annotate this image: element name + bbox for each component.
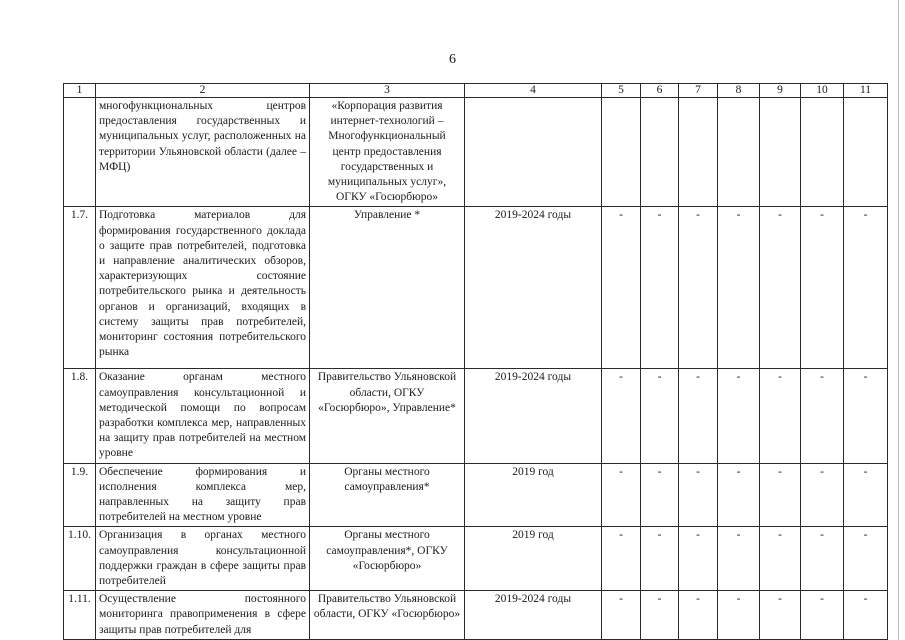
value-cell: - [641,591,679,640]
column-header: 11 [844,84,888,98]
value-cell: - [641,463,679,527]
value-cell: - [844,369,888,463]
value-cell: - [801,527,844,591]
value-cell: - [679,207,718,369]
executor-cell: «Корпорация развития интернет-технологий – Многофункциональный центр предоставления государственных и муниципальных услуг», ОГКУ «Госюрбюро» [310,98,465,207]
column-number-header-row [64,84,888,98]
period-cell: 2019 год [465,527,602,591]
activities-table [63,83,888,640]
value-cell: - [602,463,641,527]
executor-cell: Правительство Ульяновской области, ОГКУ «Госюрбюро» [310,591,465,640]
value-cell: - [718,527,760,591]
activity-cell: Осуществление постоянного мониторинга правоприменения в сфере защиты прав потребителей для [96,591,310,640]
value-cell: - [679,369,718,463]
value-cell [844,98,888,207]
period-cell: 2019-2024 годы [465,591,602,640]
column-header: 8 [718,84,760,98]
activity-cell: Подготовка материалов для формирования государственного доклада о защите прав потребителей, подготовка и направление аналитических обзоров, характеризующих состояние потребительского рынка и деятельность органов и организаций, входящих в систему защиты прав потребителей, мониторинг состояния потребительского рынка [96,207,310,369]
activity-cell: Обеспечение формирования и исполнения комплекса мер, направленных на защиту прав потребителей на местном уровне [96,463,310,527]
row-number: 1.9. [64,463,96,527]
activity-cell: Организация в органах местного самоуправления консультационной поддержки граждан в сфере защиты прав потребителей [96,527,310,591]
value-cell: - [641,527,679,591]
column-header: 7 [679,84,718,98]
activity-cell: Оказание органам местного самоуправления консультационной и методической помощи по вопросам разработки комплекса мер, направленных на защиту прав потребителей на местном уровне [96,369,310,463]
value-cell: - [801,591,844,640]
value-cell: - [760,369,801,463]
page-edge-line [898,0,899,640]
table-row [64,369,888,463]
row-number: 1.8. [64,369,96,463]
value-cell: - [844,463,888,527]
value-cell: - [760,591,801,640]
column-header: 6 [641,84,679,98]
value-cell [679,98,718,207]
value-cell: - [844,207,888,369]
period-cell: 2019-2024 годы [465,207,602,369]
table-row [64,207,888,369]
table-row [64,591,888,640]
value-cell: - [602,591,641,640]
value-cell: - [679,463,718,527]
column-header: 2 [96,84,310,98]
period-cell: 2019-2024 годы [465,369,602,463]
value-cell: - [718,207,760,369]
column-header: 4 [465,84,602,98]
executor-cell: Органы местного самоуправления* [310,463,465,527]
value-cell: - [602,527,641,591]
value-cell [641,98,679,207]
value-cell: - [844,591,888,640]
period-cell [465,98,602,207]
table-row [64,463,888,527]
value-cell: - [602,207,641,369]
column-header: 3 [310,84,465,98]
value-cell [801,98,844,207]
table-row [64,527,888,591]
value-cell: - [641,207,679,369]
column-header: 1 [64,84,96,98]
executor-cell: Органы местного самоуправления*, ОГКУ «Госюрбюро» [310,527,465,591]
column-header: 5 [602,84,641,98]
value-cell [602,98,641,207]
value-cell: - [760,207,801,369]
value-cell: - [801,369,844,463]
table-row [64,98,888,207]
value-cell: - [679,591,718,640]
column-header: 10 [801,84,844,98]
activity-cell: многофункциональных центров предоставления государственных и муниципальных услуг, расположенных на территории Ульяновской области (далее – МФЦ) [96,98,310,207]
executor-cell: Управление * [310,207,465,369]
value-cell: - [801,463,844,527]
value-cell: - [718,591,760,640]
row-number: 1.11. [64,591,96,640]
value-cell: - [718,369,760,463]
executor-cell: Правительство Ульяновской области, ОГКУ «Госюрбюро», Управление* [310,369,465,463]
value-cell: - [718,463,760,527]
value-cell: - [844,527,888,591]
value-cell: - [602,369,641,463]
value-cell: - [801,207,844,369]
value-cell: - [760,527,801,591]
value-cell: - [679,527,718,591]
value-cell: - [760,463,801,527]
row-number: 1.7. [64,207,96,369]
row-number [64,98,96,207]
row-number: 1.10. [64,527,96,591]
page-number: 6 [449,52,456,67]
column-header: 9 [760,84,801,98]
period-cell: 2019 год [465,463,602,527]
value-cell [760,98,801,207]
value-cell [718,98,760,207]
value-cell: - [641,369,679,463]
